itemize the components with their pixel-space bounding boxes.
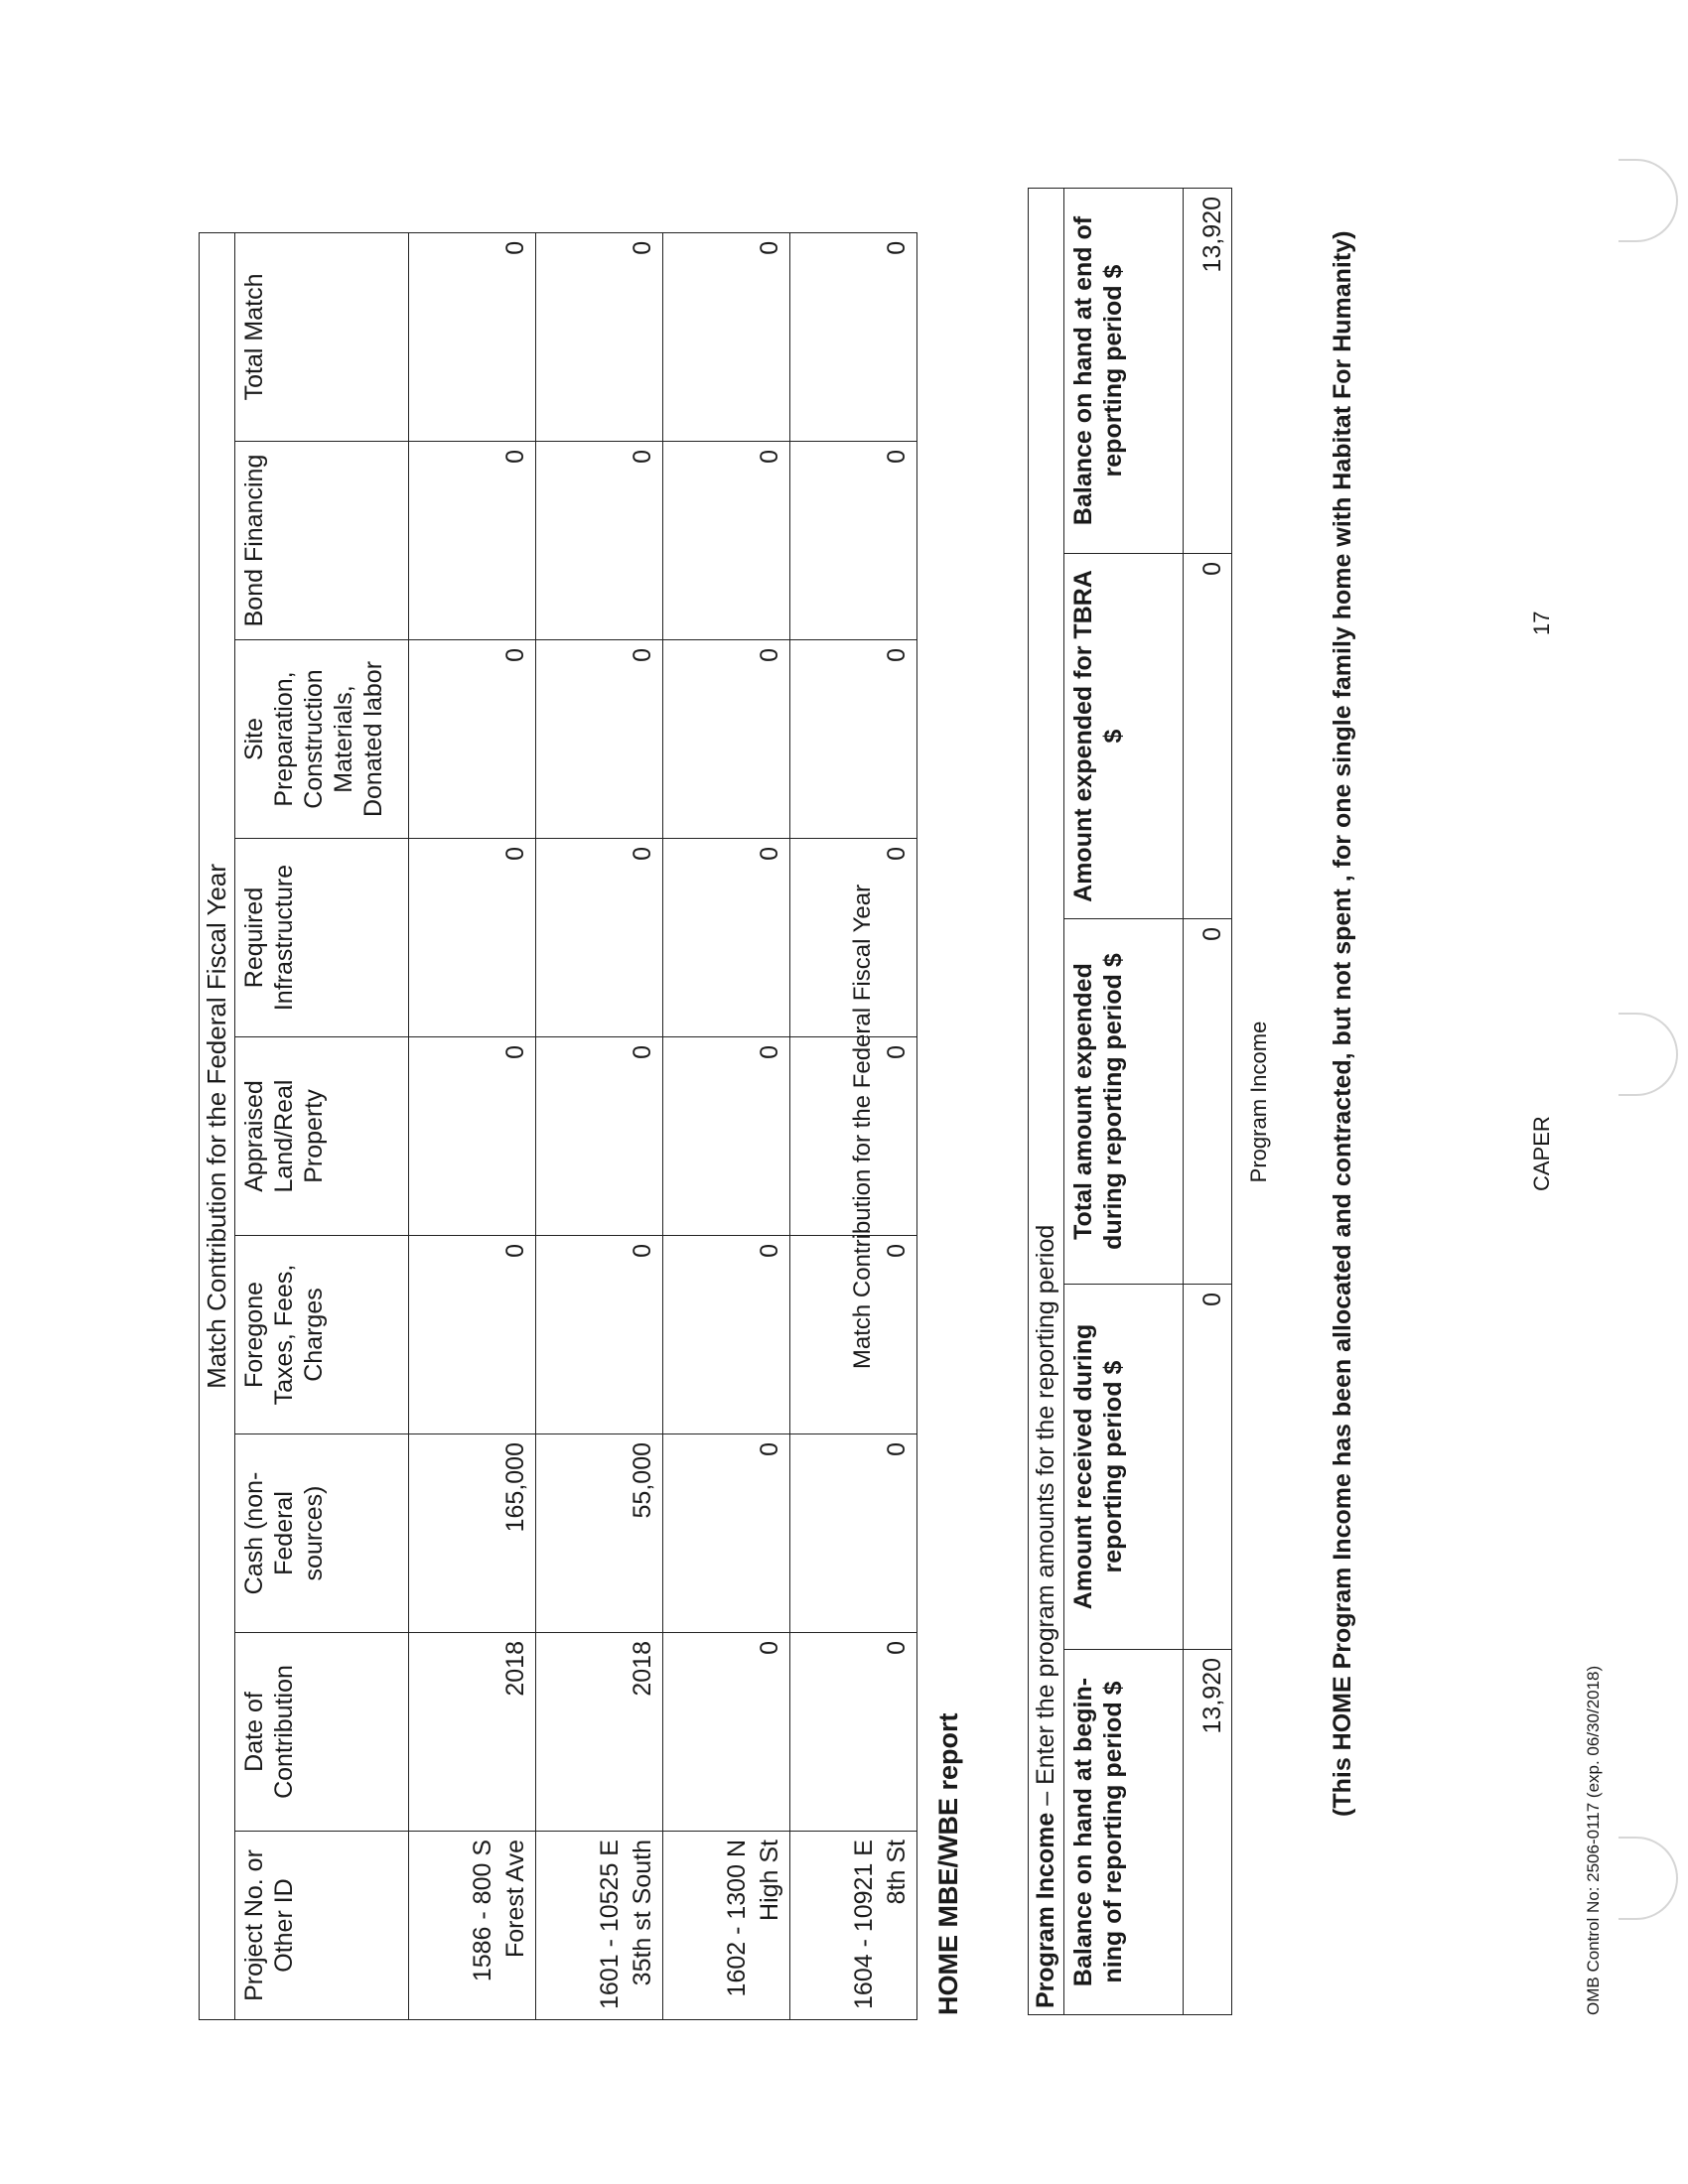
- table-row: [663, 232, 790, 2019]
- cell-site-prep: 0: [790, 640, 917, 839]
- section-heading: HOME MBE/WBE report: [933, 1712, 963, 2015]
- cell-date: 0: [790, 1633, 917, 1832]
- cell-foregone: 0: [790, 1236, 917, 1434]
- program-income-caption: Program Income: [1246, 1021, 1271, 1183]
- match-table-title: Match Contribution for the Federal Fiscal Year: [200, 232, 235, 2019]
- cell-amount-received: 0: [1184, 1285, 1232, 1650]
- col-header-cash: Cash (non-Federal sources): [235, 1434, 409, 1633]
- col-header-appraised: Appraised Land/Real Property: [235, 1037, 409, 1236]
- table-row: [1184, 188, 1232, 2014]
- cell-total: 0: [536, 232, 663, 441]
- cell-tbra: 0: [1184, 554, 1232, 919]
- cell-cash: 55,000: [536, 1434, 663, 1633]
- col-header-date: Date of Contribution: [235, 1633, 409, 1832]
- col-header-foregone: Foregone Taxes, Fees, Charges: [235, 1236, 409, 1434]
- cell-balance-end: 13,920: [1184, 188, 1232, 553]
- cell-total: 0: [663, 232, 790, 441]
- match-table-caption: Match Contribution for the Federal Fiscal Year: [849, 884, 876, 1370]
- program-income-intro-text: – Enter the program amounts for the reporting period: [1032, 1224, 1059, 1813]
- cell-cash: 0: [790, 1434, 917, 1633]
- col-header-balance-begin: Balance on hand at begin-ning of reporting period $: [1064, 1650, 1184, 2015]
- cell-appraised: 0: [409, 1037, 536, 1236]
- cell-project-id: 1604 - 10921 E 8th St: [790, 1832, 917, 2020]
- cell-foregone: 0: [409, 1236, 536, 1434]
- cell-site-prep: 0: [663, 640, 790, 839]
- col-header-tbra: Amount expended for TBRA $: [1064, 554, 1184, 919]
- cell-total-expended: 0: [1184, 919, 1232, 1285]
- cell-appraised: 0: [536, 1037, 663, 1236]
- col-header-infrastructure: Required Infrastructure: [235, 839, 409, 1037]
- cell-project-id: 1602 - 1300 N High St: [663, 1832, 790, 2020]
- cell-bond: 0: [409, 442, 536, 640]
- table-row: [409, 232, 536, 2019]
- cell-date: 2018: [536, 1633, 663, 1832]
- cell-cash: 165,000: [409, 1434, 536, 1633]
- cell-infrastructure: 0: [663, 839, 790, 1037]
- col-header-project-id: Project No. or Other ID: [235, 1832, 409, 2020]
- cell-appraised: 0: [663, 1037, 790, 1236]
- program-income-intro-label: Program Income: [1032, 1812, 1059, 2008]
- cell-cash: 0: [663, 1434, 790, 1633]
- cell-date: 0: [663, 1633, 790, 1832]
- cell-infrastructure: 0: [790, 839, 917, 1037]
- cell-total: 0: [409, 232, 536, 441]
- cell-infrastructure: 0: [536, 839, 663, 1037]
- cell-infrastructure: 0: [409, 839, 536, 1037]
- cell-bond: 0: [536, 442, 663, 640]
- cell-foregone: 0: [663, 1236, 790, 1434]
- col-header-amount-received: Amount received during reporting period $: [1064, 1285, 1184, 1650]
- table-row: [536, 232, 663, 2019]
- cell-project-id: 1601 - 10525 E 35th st South: [536, 1832, 663, 2020]
- col-header-balance-end: Balance on hand at end of reporting period $: [1064, 188, 1184, 553]
- col-header-bond: Bond Financing: [235, 442, 409, 640]
- cell-date: 2018: [409, 1633, 536, 1832]
- cell-balance-begin: 13,920: [1184, 1650, 1232, 2015]
- page-number: 17: [1529, 611, 1554, 635]
- program-income-note: (This HOME Program Income has been allocated and contracted, but not spent , for one single family home with Habitat For Humanity): [1329, 230, 1356, 1817]
- program-income-table: [1028, 188, 1232, 2015]
- cell-total: 0: [790, 232, 917, 441]
- col-header-total: Total Match: [235, 232, 409, 441]
- col-header-site-prep: Site Preparation, Construction Materials, Donated labor: [235, 640, 409, 839]
- footer-caper: CAPER: [1529, 1116, 1554, 1191]
- program-income-intro: [1029, 188, 1064, 2014]
- cell-site-prep: 0: [409, 640, 536, 839]
- cell-foregone: 0: [536, 1236, 663, 1434]
- cell-bond: 0: [790, 442, 917, 640]
- cell-site-prep: 0: [536, 640, 663, 839]
- match-contribution-table: [199, 232, 917, 2020]
- cell-project-id: 1586 - 800 S Forest Ave: [409, 1832, 536, 2020]
- omb-control-number: OMB Control No: 2506-0117 (exp. 06/30/2018): [1584, 1665, 1603, 2015]
- cell-bond: 0: [663, 442, 790, 640]
- cell-appraised: 0: [790, 1037, 917, 1236]
- col-header-total-expended: Total amount expended during reporting period $: [1064, 919, 1184, 1285]
